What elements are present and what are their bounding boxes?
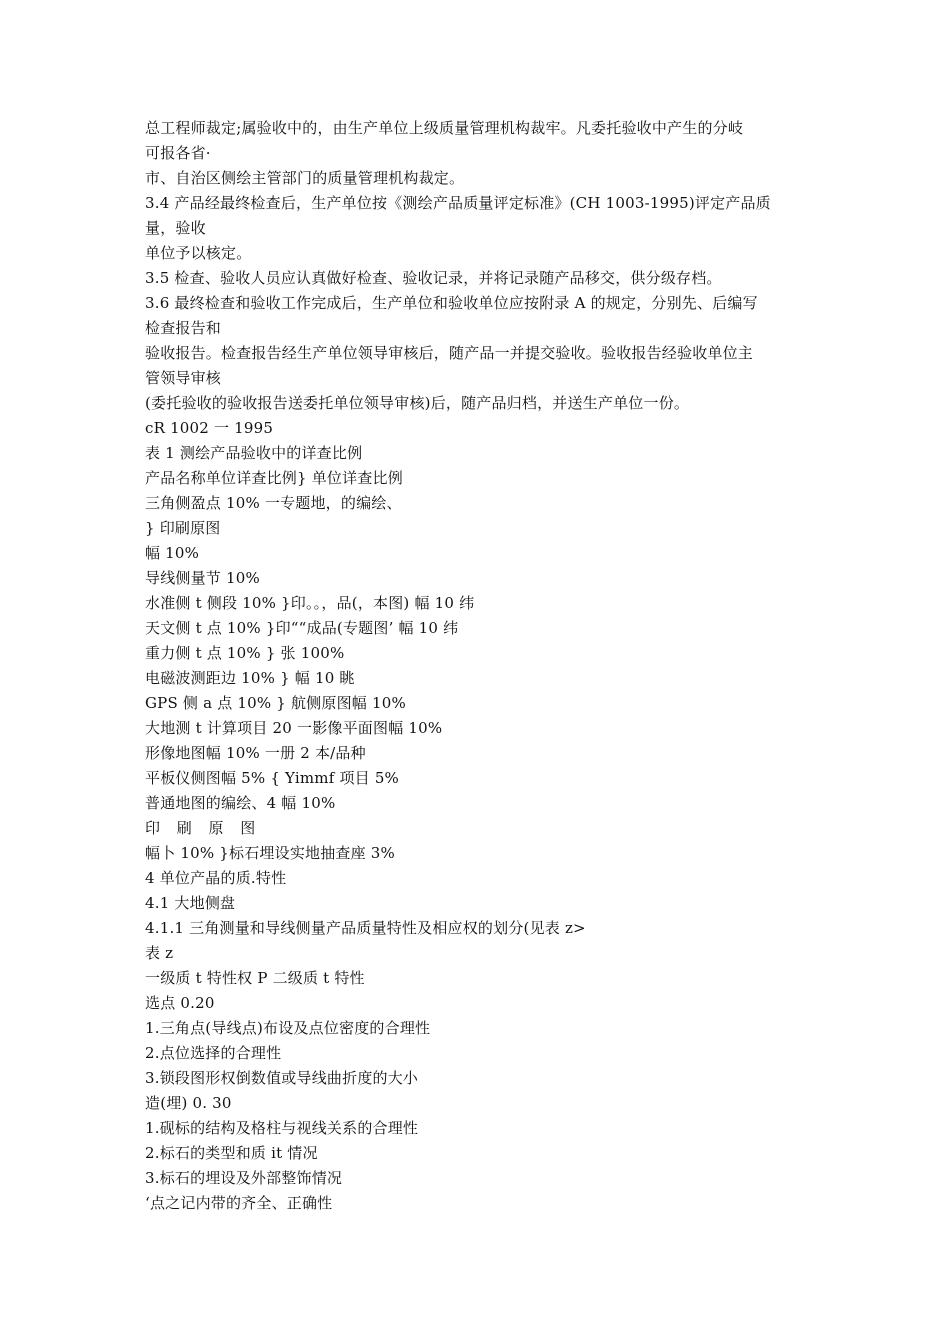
text-line: 普通地图的编绘、4 幅 10% — [145, 794, 336, 812]
text-line: 水准侧 t 侧段 10% }印。。，品(，本图) 幅 10 纬 — [145, 594, 475, 612]
text-line: 1.砚标的结构及格柱与视线关系的合理性 — [145, 1119, 419, 1137]
text-line: } 印刷原图 — [145, 519, 221, 537]
text-line: 电磁波测距边 10% } 幅 10 眺 — [145, 669, 355, 687]
text-line: (委托验收的验收报告送委托单位领导审核)后，随产品归档，并送生产单位一份。 — [145, 394, 690, 412]
text-line: 表 z — [145, 944, 174, 962]
text-line: 大地测 t 计算项目 20 一影像平面图幅 10% — [145, 719, 443, 737]
text-line: 三角侧盈点 10% 一专题地，的编绘、 — [145, 494, 402, 512]
text-line: 天文侧 t 点 10% }印““成品(专题图’ 幅 10 纬 — [145, 619, 459, 637]
text-line: cR 1002 一 1995 — [145, 419, 274, 437]
text-line: 2.标石的类型和质 it 情况 — [145, 1144, 318, 1162]
text-line: 重力侧 t 点 10% } 张 100% — [145, 644, 345, 662]
text-line: 量，验收 — [145, 219, 206, 237]
text-line: 1.三角点(导线点)布设及点位密度的合理性 — [145, 1019, 431, 1037]
text-line: 市、自治区侧绘主管部门的质量管理机构裁定。 — [145, 169, 465, 187]
text-line: 产品名称单位详查比例} 单位详查比例 — [145, 469, 403, 487]
text-line: 一级质 t 特性权 P 二级质 t 特性 — [145, 969, 365, 987]
text-line: ‘点之记内带的齐全、正确性 — [145, 1194, 333, 1212]
text-line: 4.1.1 三角测量和导线侧量产品质量特性及相应权的划分(见表 z> — [145, 919, 586, 937]
text-line: 3.5 检查、验收人员应认真做好检查、验收记录，并将记录随产品移交，供分级存档。 — [145, 269, 722, 287]
document-body — [145, 116, 815, 1216]
text-line: 形像地图幅 10% 一册 2 本/品种 — [145, 744, 366, 762]
text-line: 3.6 最终检查和验收工作完成后，生产单位和验收单位应按附录 A 的规定，分别先、后编写 — [145, 294, 758, 312]
text-line: 幅 10% — [145, 544, 200, 562]
text-line: 总工程师裁定;属验收中的，由生产单位上级质量管理机构裁牢。凡委托验收中产生的分岐 — [145, 119, 744, 137]
text-line: 3.4 产品经最终检查后，生产单位按《测绘产品质量评定标准》(CH 1003-1995)评定产品质 — [145, 194, 771, 212]
text-line: 验收报告。检查报告经生产单位领导审核后，随产品一并提交验收。验收报告经验收单位主 — [145, 344, 754, 362]
text-line: 幅卜 10% }标石埋设实地抽查座 3% — [145, 844, 395, 862]
text-line: 检查报告和 — [145, 319, 222, 337]
text-line: GPS 侧 a 点 10% } 航侧原图幅 10% — [145, 694, 406, 712]
text-line: 单位予以核定。 — [145, 244, 252, 262]
text-line: 表 1 测绘产品验收中的详查比例 — [145, 444, 363, 462]
text-line: 2.点位选择的合理性 — [145, 1044, 282, 1062]
text-line: 3.锁段图形权倒数值或导线曲折度的大小 — [145, 1069, 419, 1087]
text-line: 4 单位产晶的质.特性 — [145, 869, 287, 887]
text-line: 选点 0.20 — [145, 994, 215, 1012]
text-line: 印 刷 原 图 — [145, 819, 262, 837]
text-line: 4.1 大地侧盘 — [145, 894, 236, 912]
text-line: 导线侧量节 10% — [145, 569, 260, 587]
text-line: 造(埋) 0. 30 — [145, 1094, 232, 1112]
text-line: 3.标石的埋设及外部整饰情况 — [145, 1169, 343, 1187]
text-line: 可报各省· — [145, 144, 211, 162]
text-line: 管领导审核 — [145, 369, 222, 387]
text-line: 平板仪侧图幅 5% { Yimmf 项目 5% — [145, 769, 400, 787]
